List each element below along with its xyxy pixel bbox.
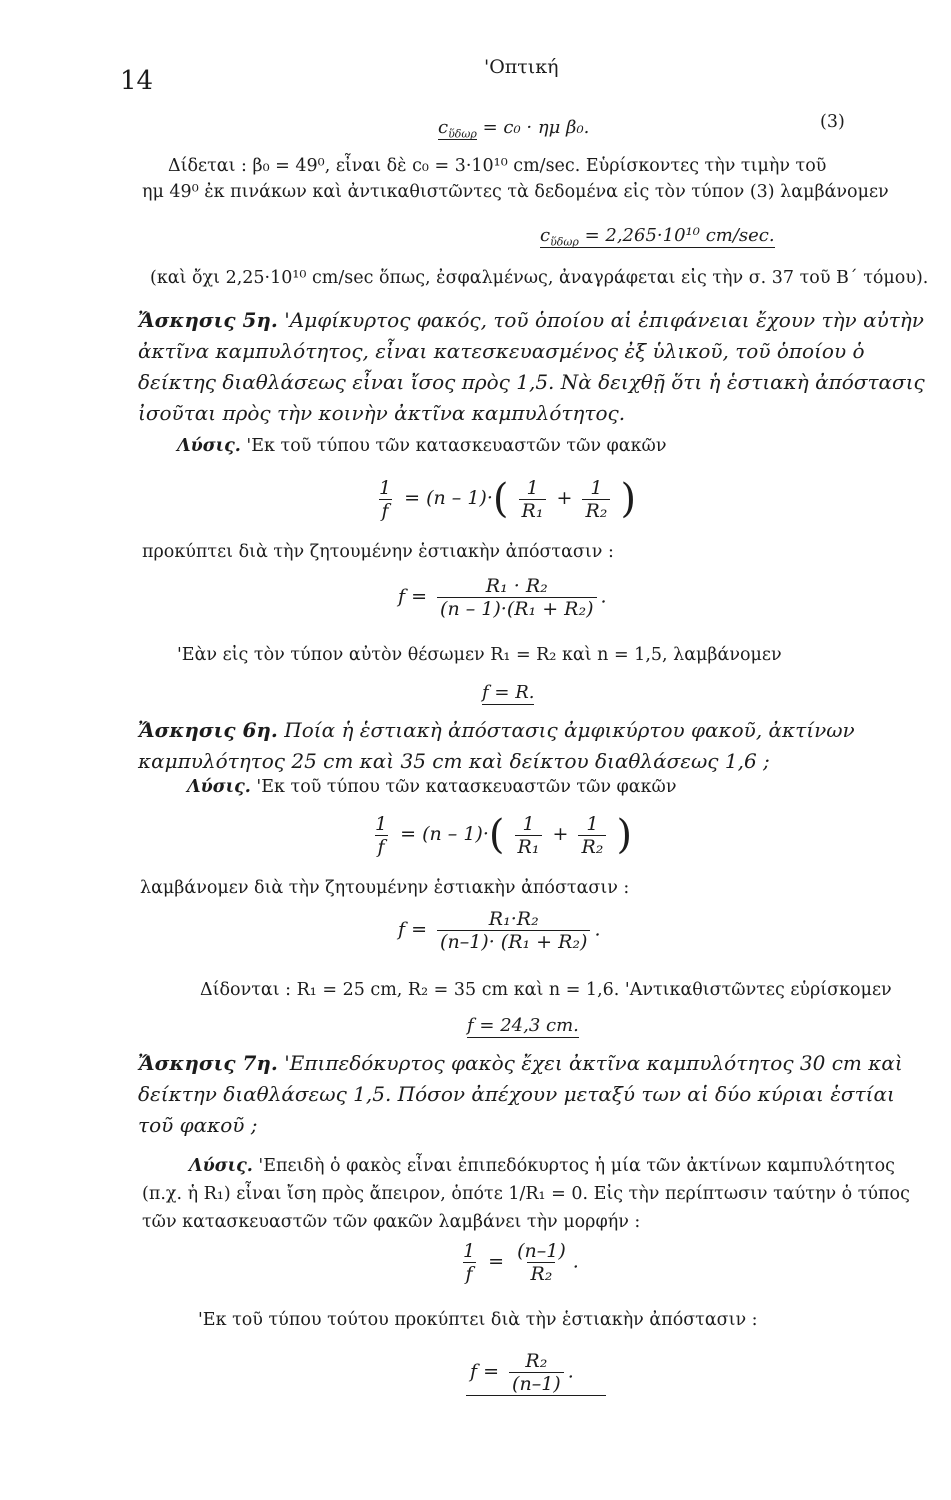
exercise-5-solution [177, 436, 666, 456]
exercise-5-result: f = R. [482, 682, 535, 703]
exercise-6-statement [138, 715, 928, 777]
exercise-6-text-2: λαμβάνομεν διὰ τὴν ζητουμένην ἑστιακὴν ἀπόστασιν : [140, 878, 630, 898]
equation-label: (3) [820, 112, 845, 132]
exercise-6-text: Ποία ἡ ἑστιακὴ ἀπόστασις ἀμφικύρτου φακοῦ, ἀκτίνων καμπυλότητος 25 cm καὶ 35 cm καὶ δείκτου διαθλάσεως 1,6 ; [138, 718, 855, 773]
exercise-6-heading: Ἄσκησις 6η. [138, 718, 278, 742]
solution-label: Λύσις. [177, 436, 241, 456]
lens-makers-equation: $\frac{1}{f}$ = (n – 1)·( $\frac{1}{\text{R₁}}$ + $\frac{1}{\text{R₂}}$ ) [379, 476, 637, 522]
focal-length-equation-7: f = $\frac{\text{R₂}}{(n-1)}$ . [470, 1350, 574, 1395]
exercise-5-text-2: προκύπτει διὰ τὴν ζητουμένην ἑστιακὴν ἀπόστασιν : [142, 542, 614, 562]
exercise-7-statement [138, 1048, 928, 1141]
exercise-7-solution: Λύσις. 'Επειδὴ ὁ φακὸς εἶναι ἐπιπεδόκυρτος ἡ μία τῶν ἀκτίνων καμπυλότητος (π.χ. ἡ R₁) εἶναι ἴση πρὸς ἄπειρον, ὁπότε 1/R₁ = 0. Εἰς τὴν περίπτωσιν ταύτην ὁ τύπος τῶν κατασκευαστῶν τῶν φακῶν λαμβάνει τὴν μορφήν : [142, 1156, 910, 1232]
result-rhs: = 2,265·10¹⁰ cm/sec. [584, 225, 775, 246]
exercise-5-text-3: 'Εὰν εἰς τὸν τύπον αὐτὸν θέσωμεν R₁ = R₂ καὶ n = 1,5, λαμβάνομεν [177, 645, 782, 665]
given-line-2: ημ 49⁰ ἐκ πινάκων καὶ ἀντικαθιστῶντες τὰ δεδομένα εἰς τὸν τύπον (3) λαμβάνομεν [142, 182, 889, 202]
given-line-1: Δίδεται : β₀ = 49⁰, εἶναι δὲ c₀ = 3·10¹⁰ cm/sec. Εὑρίσκοντες τὴν τιμὴν τοῦ [168, 156, 827, 176]
solution-text: 'Εκ τοῦ τύπου τῶν κατασκευαστῶν τῶν φακῶν [246, 436, 667, 456]
eq-water-rhs: = c₀ · ημ β₀. [482, 117, 590, 138]
exercise-6-result: f = 24,3 cm. [467, 1015, 579, 1036]
page-number: 14 [120, 66, 154, 96]
focal-length-equation-6: f = $\frac{\text{R₁·R₂}}{\text{(n–1)· (R₁ + R₂)}}$ . [398, 908, 601, 953]
exercise-7-heading: Ἄσκησις 7η. [138, 1051, 278, 1075]
lens-makers-equation-6: $\frac{1}{f}$ = (n – 1)·( $\frac{1}{\text{R₁}}$ + $\frac{1}{\text{R₂}}$ ) [375, 812, 633, 858]
water-speed-equation [438, 117, 589, 141]
water-speed-result: $c_{ὕ\delta\omega\rho} = 2,265\cdot 10^{10}$ cm/sec. [540, 225, 775, 249]
exercise-6-solution: Λύσις. 'Εκ τοῦ τύπου τῶν κατασκευαστῶν τῶν φακῶν [187, 777, 677, 797]
exercise-7-text: 'Επιπεδόκυρτος φακὸς ἔχει ἀκτῖνα καμπυλότητος 30 cm καὶ δείκτην διαθλάσεως 1,5. Πόσον ἀπέχουν μεταξύ των αἱ δύο κύριαι ἑστίαι τοῦ φακοῦ ; [138, 1051, 903, 1137]
correction-note: (καὶ ὄχι 2,25·10¹⁰ cm/sec ὅπως, ἐσφαλμένως, ἀναγράφεται εἰς τὴν σ. 37 τοῦ Β΄ τόμου). [150, 268, 929, 288]
exercise-6-given: Δίδονται : R₁ = 25 cm, R₂ = 35 cm καὶ n = 1,6. 'Αντικαθιστῶντες εὑρίσκομεν [200, 980, 892, 1000]
exercise-5-text: 'Αμφίκυρτος φακός, τοῦ ὁποίου αἱ ἐπιφάνειαι ἔχουν τὴν αὐτὴν ἀκτῖνα καμπυλότητος, εἶναι κατεσκευασμένος ἐξ ὑλικοῦ, τοῦ ὁποίου ὁ δείκτης διαθλάσεως εἶναι ἴσος πρὸς 1,5. Νὰ δειχθῇ ὅτι ἡ ἑστιακὴ ἀπόστασις ἰσοῦται πρὸς τὴν κοινὴν ἀκτῖνα καμπυλότητος. [138, 308, 925, 425]
eq-water-sub: ὕδωρ [448, 127, 477, 141]
running-title: 'Οπτική [484, 56, 559, 78]
exercise-5-heading: Ἄσκησις 5η. [138, 308, 278, 332]
eq-water-lhs: c [438, 117, 449, 138]
focal-length-equation: f = $\frac{\text{R₁ · R₂}}{\text{(n – 1)·(R₁ + R₂)}}$ . [398, 575, 607, 620]
plano-convex-equation: $\frac{1}{f}$ = $\frac{(n-1)}{\text{R₂}}$ . [463, 1240, 579, 1285]
result-underline [466, 1395, 606, 1396]
exercise-7-text-2: 'Εκ τοῦ τύπου τούτου προκύπτει διὰ τὴν ἑστιακὴν ἀπόστασιν : [198, 1310, 758, 1330]
exercise-5-statement [138, 305, 928, 429]
result-sub: ὕδωρ [550, 235, 579, 249]
